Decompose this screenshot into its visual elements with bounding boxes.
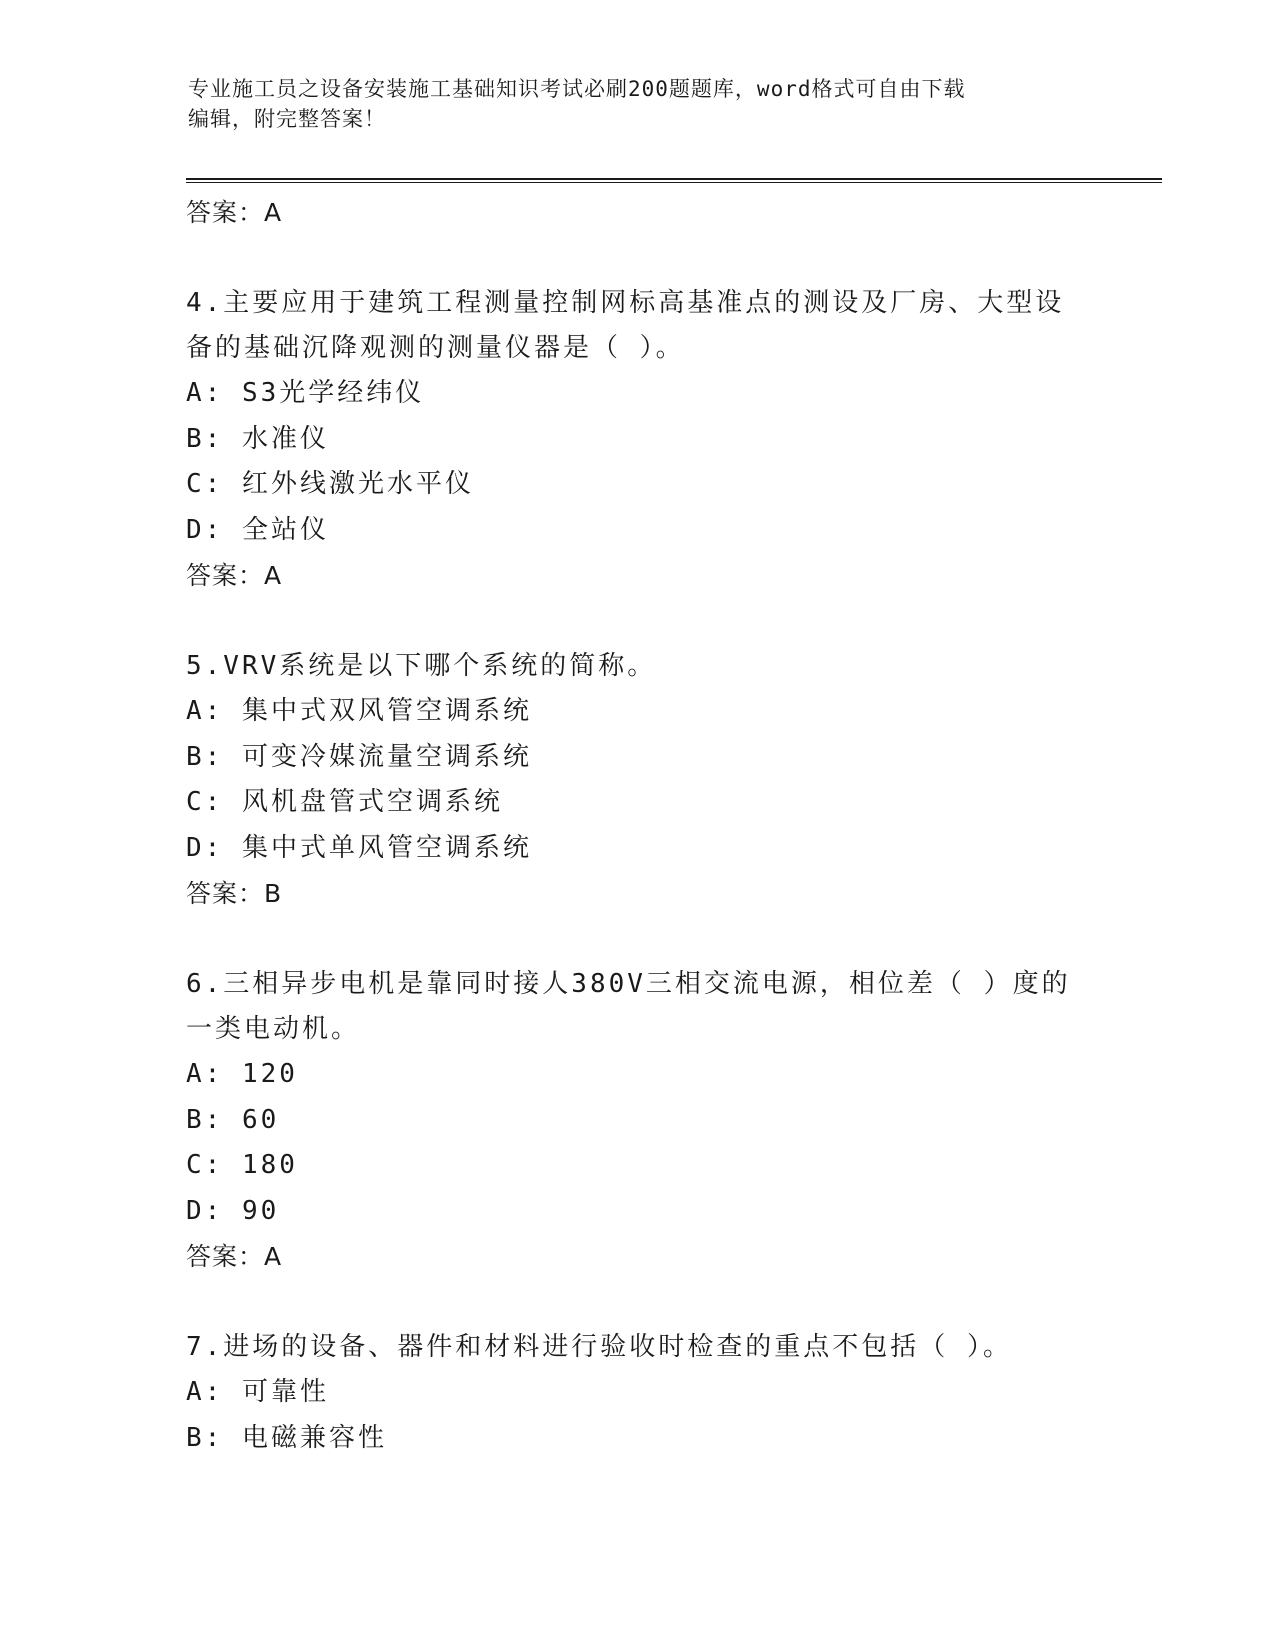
question-text: 7.进场的设备、器件和材料进行验收时检查的重点不包括（ ）。 [186, 1332, 1012, 1362]
document-header [188, 74, 1088, 134]
question-text: 5.VRV系统是以下哪个系统的简称。 [186, 651, 657, 681]
spacer [186, 599, 1086, 644]
option-a: A: 120 [186, 1059, 298, 1089]
option-a: A: S3光学经纬仪 [186, 378, 425, 408]
option-b: B: 水准仪 [186, 423, 329, 454]
header-rule-thin [186, 182, 1162, 183]
question-text: 6.三相异步电机是靠同时接人380V三相交流电源，相位差（ ）度的 [186, 969, 1071, 999]
option-b: B: 60 [186, 1104, 280, 1135]
spacer [186, 1280, 1086, 1325]
option-d: D: 全站仪 [186, 514, 329, 545]
option-b: B: 可变冷媒流量空调系统 [186, 741, 532, 772]
question-text: 4.主要应用于建筑工程测量控制网标高基准点的测设及厂房、大型设 [186, 288, 1065, 318]
option-a: A: 可靠性 [186, 1377, 329, 1407]
option-d: D: 集中式单风管空调系统 [186, 832, 532, 863]
question-block [186, 962, 1086, 1280]
answer-line: 答案：B [186, 879, 283, 908]
document-body [186, 190, 1086, 1461]
question-text: 备的基础沉降观测的测量仪器是（ ）。 [186, 333, 685, 363]
option-b: B: 电磁兼容性 [186, 1422, 387, 1453]
answer-line: 答案：A [186, 561, 283, 590]
spacer [186, 917, 1086, 962]
header-line-1: 专业施工员之设备安装施工基础知识考试必刷200题题库，word格式可自由下载 [188, 77, 966, 101]
answer-line: 答案：A [186, 1242, 283, 1271]
option-d: D: 90 [186, 1195, 280, 1226]
option-a: A: 集中式双风管空调系统 [186, 696, 532, 726]
option-c: C: 180 [186, 1150, 298, 1180]
question-block [186, 644, 1086, 917]
question-block [186, 281, 1086, 599]
header-rule-thick [186, 178, 1162, 180]
spacer [186, 236, 1086, 281]
question-text: 一类电动机。 [186, 1014, 361, 1044]
answer-line: 答案：A [186, 198, 283, 227]
option-c: C: 红外线激光水平仪 [186, 469, 474, 499]
option-c: C: 风机盘管式空调系统 [186, 787, 503, 817]
header-line-2: 编辑，附完整答案！ [188, 107, 386, 131]
question-block [186, 1325, 1086, 1461]
